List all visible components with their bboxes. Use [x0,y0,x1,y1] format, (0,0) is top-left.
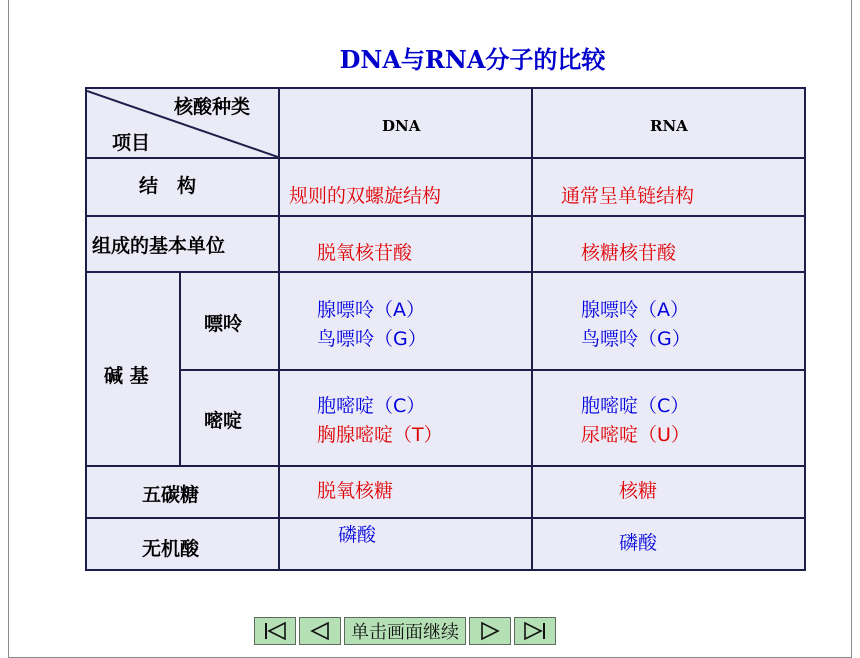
unit-dna-cell [278,215,533,273]
purine-dna-cell [278,271,533,371]
header-diag-bottom: 项目 [112,132,151,154]
structure-rna: 通常呈单链结构 [561,185,695,207]
unit-label: 组成的基本单位 [92,235,226,257]
unit-dna: 脱氧核苷酸 [317,242,413,264]
unit-rna-cell [531,215,806,273]
continue-label: 单击画面继续 [351,622,459,643]
acid-rna: 磷酸 [619,532,658,554]
previous-page-button[interactable] [299,617,341,645]
row-label-unit [85,215,280,273]
unit-rna: 核糖核苷酸 [581,242,677,264]
header-rna-label: RNA [650,117,688,135]
pyrimidine-rna-1: 胞嘧啶（C） [581,395,690,417]
continue-button[interactable] [344,617,466,645]
slide-navigation [254,617,559,645]
first-page-button[interactable] [254,617,296,645]
purine-dna-2: 鸟嘌呤（G） [317,328,427,350]
sugar-label: 五碳糖 [142,484,200,506]
pyrimidine-dna-2: 胸腺嘧啶（T） [317,424,443,446]
pyrimidine-rna-2: 尿嘧啶（U） [581,424,690,446]
page-title: DNA与RNA分子的比较 [339,45,606,74]
last-page-button[interactable] [514,617,556,645]
last-page-icon [522,621,548,641]
header-dna-label: DNA [382,117,421,135]
sugar-dna-cell [278,465,533,519]
sugar-rna: 核糖 [619,480,658,502]
pyrimidine-dna-cell [278,369,533,467]
next-page-icon [477,621,503,641]
row-label-sugar [85,465,280,519]
row-label-purine [179,271,280,371]
sugar-dna: 脱氧核糖 [317,480,394,502]
purine-label: 嘌呤 [204,313,243,335]
row-label-bases [85,271,181,467]
purine-rna-1: 腺嘌呤（A） [581,299,689,321]
first-page-icon [262,621,288,641]
purine-dna-1: 腺嘌呤（A） [317,299,425,321]
structure-rna-cell [531,157,806,217]
header-diagonal-cell [85,87,280,159]
acid-dna-cell [278,517,533,571]
acid-rna-cell [531,517,806,571]
sugar-rna-cell [531,465,806,519]
purine-rna-cell [531,271,806,371]
row-label-pyrimidine [179,369,280,467]
row-label-structure [85,157,280,217]
row-label-acid [85,517,280,571]
acid-dna: 磷酸 [338,524,377,546]
structure-dna-cell [278,157,533,217]
previous-page-icon [307,621,333,641]
structure-dna: 规则的双螺旋结构 [289,185,442,207]
header-rna [531,87,806,159]
next-page-button[interactable] [469,617,511,645]
header-dna [278,87,533,159]
pyrimidine-label: 嘧啶 [204,410,243,432]
acid-label: 无机酸 [142,538,200,560]
pyrimidine-rna-cell [531,369,806,467]
header-diag-top: 核酸种类 [174,96,251,118]
bases-label: 碱 基 [104,365,149,387]
structure-label: 结 构 [139,175,197,197]
pyrimidine-dna-1: 胞嘧啶（C） [317,395,426,417]
purine-rna-2: 鸟嘌呤（G） [581,328,691,350]
